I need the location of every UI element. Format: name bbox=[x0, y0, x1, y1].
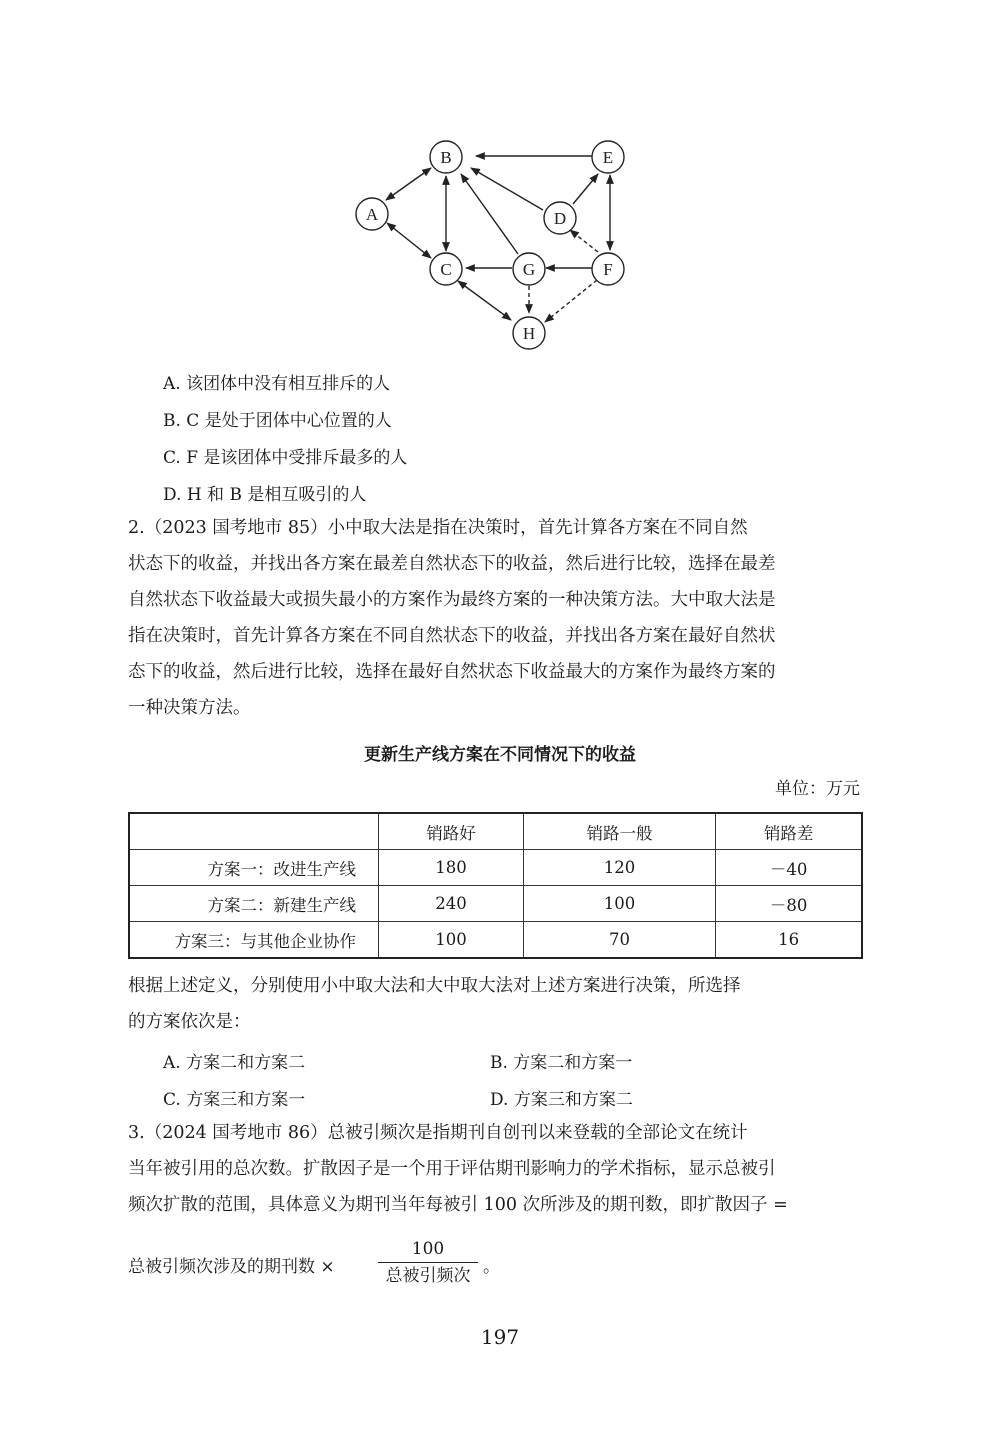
row-label: 方案一：改进生产线 bbox=[129, 850, 379, 886]
formula-numerator: 100 bbox=[411, 1239, 445, 1259]
table-cell: 100 bbox=[379, 922, 524, 959]
q2-line: 指在决策时，首先计算各方案在不同自然状态下的收益，并找出各方案在最好自然状 bbox=[128, 626, 776, 646]
edge-f-h bbox=[545, 280, 597, 322]
table-title: 更新生产线方案在不同情况下的收益 bbox=[364, 745, 636, 765]
q2-option-b[interactable]: B. 方案二和方案一 bbox=[490, 1053, 633, 1073]
table-cell: －80 bbox=[716, 886, 862, 922]
q1-option-a[interactable]: A. 该团体中没有相互排斥的人 bbox=[163, 374, 391, 394]
payoff-table bbox=[128, 812, 863, 959]
q3-stem bbox=[128, 1115, 868, 1223]
q2-line: 态下的收益，然后进行比较，选择在最好自然状态下收益最大的方案作为最终方案的 bbox=[128, 662, 776, 682]
table-cell: 70 bbox=[523, 922, 715, 959]
table-row bbox=[129, 850, 862, 886]
header-cell: 销路差 bbox=[716, 813, 862, 850]
table-row bbox=[129, 922, 862, 959]
edge-d-e bbox=[573, 174, 598, 204]
table-unit: 单位：万元 bbox=[775, 779, 860, 799]
node-label-a: A bbox=[365, 205, 379, 224]
edge-g-b bbox=[461, 174, 518, 254]
header-cell: 销路好 bbox=[379, 813, 524, 850]
q2-question-line: 的方案依次是： bbox=[128, 1012, 251, 1032]
q1-option-c[interactable]: C. F 是该团体中受排斥最多的人 bbox=[163, 448, 408, 468]
formula-tail: 。 bbox=[483, 1257, 500, 1277]
q2-line: 2.（2023 国考地市 85）小中取大法是指在决策时，首先计算各方案在不同自然 bbox=[128, 518, 748, 538]
page-number: 197 bbox=[480, 1325, 520, 1349]
edge-f-d bbox=[570, 230, 598, 252]
q3-line: 3.（2024 国考地市 86）总被引频次是指期刊自创刊以来登载的全部论文在统计 bbox=[128, 1123, 748, 1143]
q2-question bbox=[128, 968, 868, 1040]
table-row bbox=[129, 886, 862, 922]
node-label-f: F bbox=[603, 260, 613, 279]
node-label-g: G bbox=[522, 260, 536, 279]
q2-option-a[interactable]: A. 方案二和方案二 bbox=[163, 1053, 306, 1073]
table-cell: 120 bbox=[523, 850, 715, 886]
q1-option-b[interactable]: B. C 是处于团体中心位置的人 bbox=[163, 411, 392, 431]
formula-lhs: 总被引频次涉及的期刊数 × bbox=[128, 1257, 335, 1277]
q2-line: 状态下的收益，并找出各方案在最差自然状态下的收益，然后进行比较，选择在最差 bbox=[128, 554, 776, 574]
node-label-d: D bbox=[553, 209, 567, 228]
table-cell: 16 bbox=[716, 922, 862, 959]
row-label: 方案二：新建生产线 bbox=[129, 886, 379, 922]
q1-option-d[interactable]: D. H 和 B 是相互吸引的人 bbox=[163, 485, 367, 505]
q2-stem bbox=[128, 510, 868, 726]
table-header-row bbox=[129, 813, 862, 850]
edge-a-b bbox=[386, 168, 431, 200]
edge-a-c bbox=[387, 223, 431, 258]
sociogram-diagram bbox=[340, 130, 640, 360]
formula-denominator: 总被引频次 bbox=[378, 1262, 478, 1287]
edge-c-h bbox=[458, 281, 511, 320]
table-cell: －40 bbox=[716, 850, 862, 886]
q2-option-c[interactable]: C. 方案三和方案一 bbox=[163, 1090, 306, 1110]
q2-line: 一种决策方法。 bbox=[128, 698, 251, 718]
row-label: 方案三：与其他企业协作 bbox=[129, 922, 379, 959]
table-cell: 180 bbox=[379, 850, 524, 886]
header-cell: 销路一般 bbox=[523, 813, 715, 850]
q2-option-d[interactable]: D. 方案三和方案二 bbox=[490, 1090, 633, 1110]
node-label-b: B bbox=[440, 148, 452, 167]
node-label-c: C bbox=[440, 260, 452, 279]
table-cell: 100 bbox=[523, 886, 715, 922]
node-label-h: H bbox=[522, 324, 536, 343]
q3-line: 当年被引用的总次数。扩散因子是一个用于评估期刊影响力的学术指标，显示总被引 bbox=[128, 1159, 776, 1179]
table-cell: 240 bbox=[379, 886, 524, 922]
node-label-e: E bbox=[602, 148, 614, 167]
q3-line: 频次扩散的范围，具体意义为期刊当年每被引 100 次所涉及的期刊数，即扩散因子 = bbox=[128, 1195, 788, 1215]
header-cell bbox=[129, 813, 379, 850]
q2-line: 自然状态下收益最大或损失最小的方案作为最终方案的一种决策方法。大中取大法是 bbox=[128, 590, 776, 610]
formula-fraction bbox=[378, 1238, 478, 1287]
q2-question-line: 根据上述定义，分别使用小中取大法和大中取大法对上述方案进行决策，所选择 bbox=[128, 976, 741, 996]
